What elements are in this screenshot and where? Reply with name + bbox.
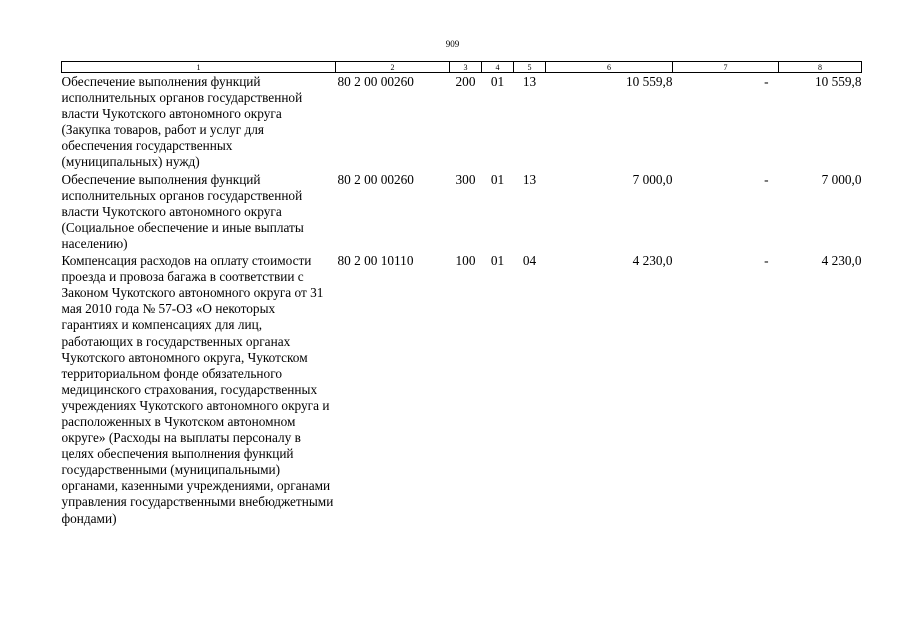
budget-table [61, 61, 862, 527]
row-col3: 300 [455, 171, 476, 187]
row-col3: 200 [455, 74, 476, 89]
column-header-5: 5 [514, 62, 546, 73]
row-col8: 7 000,0 [821, 171, 862, 187]
row-col4: 01 [490, 171, 505, 187]
column-header-2: 2 [336, 62, 450, 73]
row-col4: 01 [490, 74, 505, 89]
table-header [62, 62, 862, 73]
table-row [62, 171, 862, 252]
row-col7: - [764, 74, 769, 89]
row-col5: 13 [522, 171, 537, 187]
table-row [62, 73, 862, 171]
row-col5: 04 [522, 253, 537, 269]
table-body [62, 73, 862, 527]
row-description: Обеспечение выполнения функций исполнительных органов государственной власти Чукотского автономного округа (Закупка товаров, работ и услуг для обеспечения государственных (муниципальных) нужд) [61, 74, 303, 170]
row-col8: 10 559,8 [814, 74, 862, 89]
row-code: 80 2 00 00260 [337, 74, 414, 89]
header-row [62, 62, 862, 73]
row-col5: 13 [522, 74, 537, 89]
table-row [62, 252, 862, 527]
row-col6: 10 559,8 [625, 74, 673, 89]
row-col4: 01 [490, 253, 505, 269]
page-number: 909 [445, 39, 460, 49]
row-col7: - [764, 253, 769, 269]
row-code: 80 2 00 10110 [337, 253, 414, 269]
column-header-7: 7 [673, 62, 779, 73]
column-header-1: 1 [62, 62, 336, 73]
row-description: Компенсация расходов на оплату стоимости проезда и провоза багажа в соответствии с Законом Чукотского автономного округа от 31 мая 2010 года № 57-ОЗ «О некоторых гарантиях и компенсациях для лиц, работающих в государственных органах Чукотского автономного округа, Чукотском территориальном фонде обязательного медицинского страхования, государственных учреждениях Чукотского автономного округа и расположенных в Чукотском автономном округе» (Расходы на выплаты персоналу в целях обеспечения выполнения функций государственными (муниципальными) органами, казенными учреждениями, органами управления государственными внебюджетными фондами) [61, 253, 334, 526]
row-description: Обеспечение выполнения функций исполнительных органов государственной власти Чукотского автономного округа (Социальное обеспечение и иные выплаты населению) [61, 171, 304, 251]
row-col6: 4 230,0 [632, 253, 673, 269]
row-col8: 4 230,0 [821, 253, 862, 269]
column-header-8: 8 [779, 62, 862, 73]
column-header-3: 3 [450, 62, 482, 73]
row-col3: 100 [455, 253, 476, 269]
row-code: 80 2 00 00260 [337, 171, 414, 187]
row-col7: - [764, 171, 769, 187]
column-header-4: 4 [482, 62, 514, 73]
column-header-6: 6 [546, 62, 673, 73]
row-col6: 7 000,0 [632, 171, 673, 187]
